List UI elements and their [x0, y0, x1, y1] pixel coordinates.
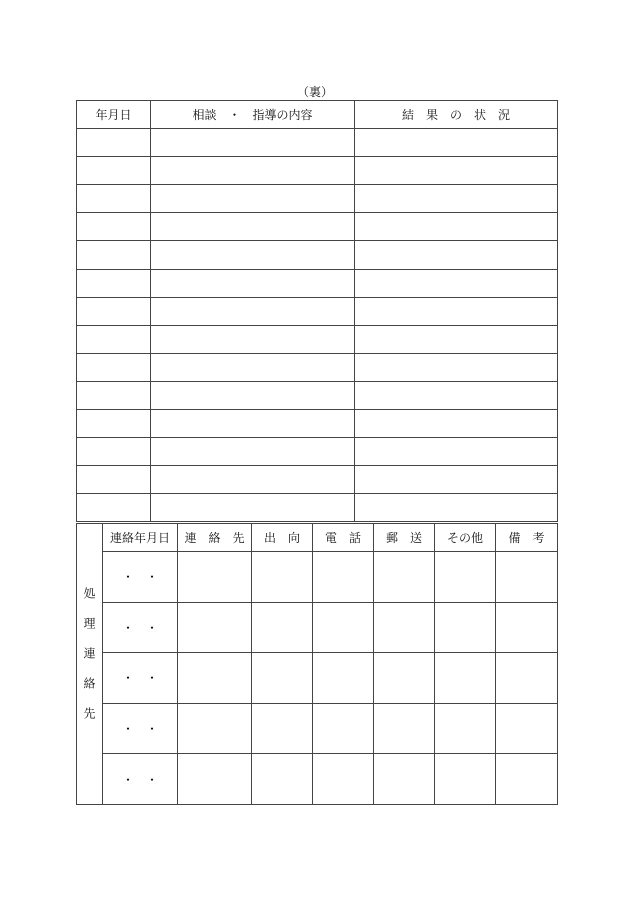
content-cell[interactable]: [151, 241, 355, 269]
date-cell[interactable]: [77, 410, 151, 438]
table-row: [77, 325, 558, 353]
table-row: [77, 269, 558, 297]
content-cell[interactable]: [151, 438, 355, 466]
contact-party-cell[interactable]: [178, 703, 252, 754]
contact-party-cell[interactable]: [178, 653, 252, 704]
other-cell[interactable]: [435, 602, 496, 653]
table-row: [77, 381, 558, 409]
remarks-cell[interactable]: [496, 653, 558, 704]
phone-cell[interactable]: [313, 653, 374, 704]
content-cell[interactable]: [151, 494, 355, 522]
date-cell[interactable]: [77, 269, 151, 297]
visit-cell[interactable]: [252, 653, 313, 704]
phone-cell[interactable]: [313, 602, 374, 653]
header-contact-date: 連絡年月日: [103, 524, 178, 552]
visit-cell[interactable]: [252, 703, 313, 754]
remarks-cell[interactable]: [496, 602, 558, 653]
phone-cell[interactable]: [313, 703, 374, 754]
contact-date-cell[interactable]: [103, 653, 178, 704]
date-cell[interactable]: [77, 157, 151, 185]
date-cell[interactable]: [77, 241, 151, 269]
result-cell[interactable]: [355, 381, 558, 409]
header-remarks: 備 考: [496, 524, 558, 552]
contact-party-cell[interactable]: [178, 602, 252, 653]
content-cell[interactable]: [151, 157, 355, 185]
date-cell[interactable]: [77, 185, 151, 213]
header-row: [77, 101, 558, 129]
header-phone: 電 話: [313, 524, 374, 552]
visit-cell[interactable]: [252, 552, 313, 603]
visit-cell[interactable]: [252, 754, 313, 805]
table-row: [77, 213, 558, 241]
date-placeholder: ・ ・: [121, 620, 158, 635]
side-label: 処理連絡先: [82, 587, 96, 738]
mail-cell[interactable]: [374, 552, 435, 603]
mail-cell[interactable]: [374, 703, 435, 754]
visit-cell[interactable]: [252, 602, 313, 653]
date-placeholder: ・ ・: [121, 772, 158, 787]
table-row: [77, 353, 558, 381]
phone-cell[interactable]: [313, 754, 374, 805]
remarks-cell[interactable]: [496, 703, 558, 754]
other-cell[interactable]: [435, 754, 496, 805]
result-cell[interactable]: [355, 353, 558, 381]
contact-date-cell[interactable]: [103, 602, 178, 653]
result-cell[interactable]: [355, 466, 558, 494]
content-cell[interactable]: [151, 269, 355, 297]
content-cell[interactable]: [151, 325, 355, 353]
other-cell[interactable]: [435, 552, 496, 603]
date-cell[interactable]: [77, 381, 151, 409]
content-cell[interactable]: [151, 353, 355, 381]
table-row: [77, 185, 558, 213]
contact-row: [77, 653, 558, 704]
result-cell[interactable]: [355, 297, 558, 325]
table-row: [77, 241, 558, 269]
result-cell[interactable]: [355, 410, 558, 438]
contact-date-cell[interactable]: [103, 703, 178, 754]
table-row: [77, 438, 558, 466]
result-cell[interactable]: [355, 269, 558, 297]
contact-row: [77, 602, 558, 653]
content-cell[interactable]: [151, 466, 355, 494]
mail-cell[interactable]: [374, 754, 435, 805]
date-placeholder: ・ ・: [121, 722, 158, 737]
result-cell[interactable]: [355, 129, 558, 157]
table-row: [77, 157, 558, 185]
result-cell[interactable]: [355, 241, 558, 269]
mail-cell[interactable]: [374, 602, 435, 653]
contact-row: [77, 552, 558, 603]
content-cell[interactable]: [151, 410, 355, 438]
header-mail: 郵 送: [374, 524, 435, 552]
result-cell[interactable]: [355, 157, 558, 185]
date-cell[interactable]: [77, 325, 151, 353]
contact-header-row: [77, 524, 558, 552]
header-consultation-content: 相談 ・ 指導の内容: [151, 101, 355, 129]
table-row: [77, 129, 558, 157]
content-cell[interactable]: [151, 129, 355, 157]
date-cell[interactable]: [77, 494, 151, 522]
date-placeholder: ・ ・: [121, 671, 158, 686]
result-cell[interactable]: [355, 494, 558, 522]
remarks-cell[interactable]: [496, 552, 558, 603]
date-placeholder: ・ ・: [121, 570, 158, 585]
contact-party-cell[interactable]: [178, 552, 252, 603]
result-cell[interactable]: [355, 325, 558, 353]
content-cell[interactable]: [151, 213, 355, 241]
date-cell[interactable]: [77, 466, 151, 494]
content-cell[interactable]: [151, 185, 355, 213]
contact-date-cell[interactable]: [103, 552, 178, 603]
content-cell[interactable]: [151, 297, 355, 325]
phone-cell[interactable]: [313, 552, 374, 603]
consultation-table: [76, 100, 558, 522]
date-cell[interactable]: [77, 438, 151, 466]
contact-date-cell[interactable]: [103, 754, 178, 805]
content-cell[interactable]: [151, 381, 355, 409]
date-cell[interactable]: [77, 129, 151, 157]
date-cell[interactable]: [77, 297, 151, 325]
result-cell[interactable]: [355, 185, 558, 213]
header-result-status: 結 果 の 状 況: [355, 101, 558, 129]
remarks-cell[interactable]: [496, 754, 558, 805]
result-cell[interactable]: [355, 438, 558, 466]
table-row: [77, 466, 558, 494]
other-cell[interactable]: [435, 653, 496, 704]
table-row: [77, 297, 558, 325]
other-cell[interactable]: [435, 703, 496, 754]
header-date: 年月日: [77, 101, 151, 129]
date-cell[interactable]: [77, 213, 151, 241]
result-cell[interactable]: [355, 213, 558, 241]
table-row: [77, 494, 558, 522]
header-contact-party: 連 絡 先: [178, 524, 252, 552]
header-visit: 出 向: [252, 524, 313, 552]
contact-party-cell[interactable]: [178, 754, 252, 805]
date-cell[interactable]: [77, 353, 151, 381]
mail-cell[interactable]: [374, 653, 435, 704]
contact-row: [77, 754, 558, 805]
contact-row: [77, 703, 558, 754]
header-other: その他: [435, 524, 496, 552]
contact-table: [76, 523, 558, 805]
side-label-cell: [77, 524, 103, 805]
table-row: [77, 410, 558, 438]
page-title: （裏）: [296, 85, 333, 99]
